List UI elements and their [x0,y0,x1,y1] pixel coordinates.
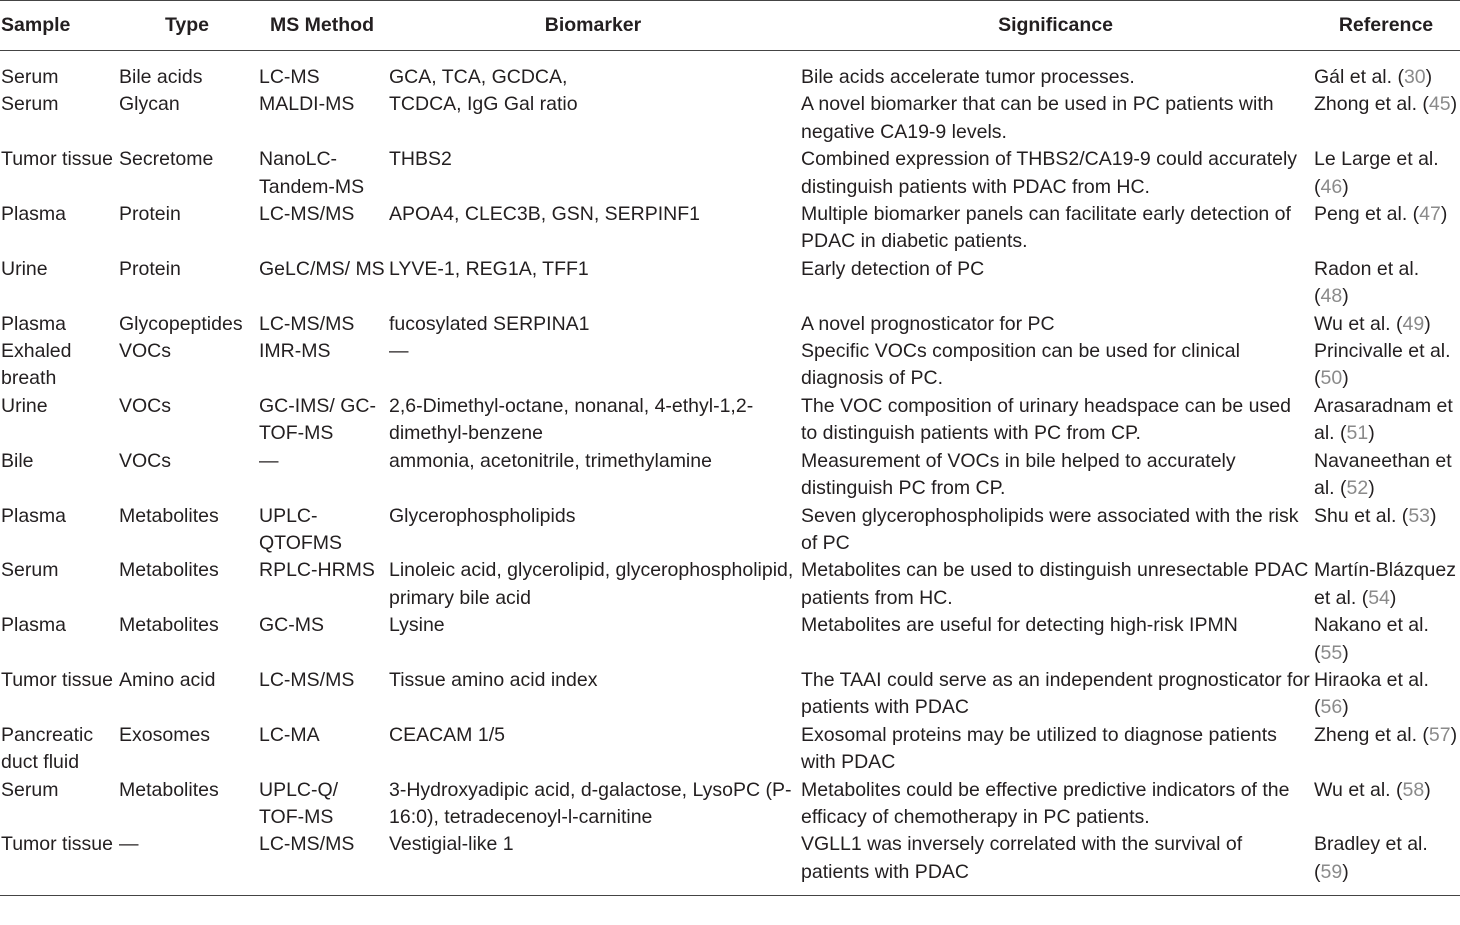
reference-close-paren: ) [1342,175,1349,198]
type-cell: Bile acids [119,66,203,88]
table-row [0,338,1460,393]
reference-number-link[interactable]: 57 [1428,723,1451,746]
reference-author: Hiraoka et al. ( [1314,668,1429,719]
column-header-biomarker: Biomarker [387,1,799,51]
reference-author: Le Large et al. ( [1314,148,1439,198]
type-cell: Metabolites [119,504,219,527]
ms-method-cell: UPLC-QTOFMS [259,504,343,554]
reference-close-paren: ) [1389,586,1397,609]
biomarker-cell: TCDCA, IgG Gal ratio [389,93,578,116]
reference-cell [1312,146,1460,201]
type-cell: Protein [119,257,181,280]
sample-cell: Tumor tissue [1,668,113,691]
biomarker-cell: 2,6-Dimethyl-octane, nonanal, 4-ethyl-1,2-dimethyl-benzene [389,394,754,445]
reference-number-link[interactable]: 51 [1346,422,1369,445]
table-row [0,667,1460,722]
reference-cell [1312,91,1460,146]
type-cell: Glycan [119,93,180,116]
significance-cell: The TAAI could serve as an independent prognosticator for patients with PDAC [801,668,1310,719]
reference-author: Zhong et al. ( [1314,93,1429,116]
table-row [0,612,1460,667]
reference-number-link[interactable]: 45 [1428,93,1451,116]
ms-method-cell: GC-IMS/ GC-TOF-MS [259,394,376,445]
sample-cell: Bile [1,449,34,472]
type-cell: Secretome [119,148,214,171]
ms-method-cell: GeLC/MS/ MS [259,257,385,280]
reference-author: Shu et al. ( [1314,504,1409,527]
biomarker-cell: APOA4, CLEC3B, GSN, SERPINF1 [389,203,701,226]
reference-close-paren: ) [1430,504,1437,527]
significance-cell: VGLL1 was inversely correlated with the survival of patients with PDAC [799,831,1312,895]
type-cell: VOCs [119,394,172,417]
reference-close-paren: ) [1368,422,1375,445]
significance-cell: A novel prognosticator for PC [801,312,1055,335]
table-row [0,777,1460,832]
sample-cell: Pancreatic duct fluid [1,723,94,774]
ms-method-cell: — [259,449,279,472]
reference-close-paren: ) [1440,203,1448,226]
header-row [0,1,1460,51]
ms-method-cell: LC-MA [259,723,320,746]
sample-cell: Exhaled breath [1,340,72,390]
table-row [0,256,1460,311]
ms-method-cell: LC-MS/MS [259,312,355,335]
column-header-type: Type [117,1,257,51]
reference-cell [1312,338,1460,393]
sample-cell: Plasma [1,504,67,527]
biomarker-cell: Linoleic acid, glycerolipid, glycerophospholipid, primary bile acid [389,559,794,609]
reference-number-link[interactable]: 53 [1408,504,1431,527]
significance-cell: Metabolites are useful for detecting high-risk IPMN [801,614,1238,637]
biomarker-cell: Glycerophospholipids [389,504,576,527]
table-body [0,51,1460,896]
ms-method-cell: LC-MS/MS [259,668,355,691]
sample-cell: Tumor tissue [0,831,117,895]
ms-method-cell: MALDI-MS [259,93,355,116]
reference-cell [1312,667,1460,722]
biomarker-cell: LYVE-1, REG1A, TFF1 [389,257,589,280]
reference-author: Bradley et al. ( [1314,833,1428,883]
biomarker-cell: — [389,340,409,363]
biomarker-cell: Vestigial-like 1 [387,831,799,895]
sample-cell: Urine [1,257,48,280]
biomarker-cell: Tissue amino acid index [389,668,598,691]
type-cell: Protein [119,203,181,226]
reference-close-paren: ) [1368,477,1375,500]
significance-cell: Measurement of VOCs in bile helped to accurately distinguish PC from CP. [801,449,1236,500]
reference-author: Wu et al. ( [1314,312,1403,335]
table-row [0,311,1460,338]
reference-close-paren: ) [1342,696,1349,719]
type-cell: Metabolites [119,614,219,637]
type-cell: Metabolites [119,778,219,801]
reference-number-link[interactable]: 59 [1320,860,1343,883]
column-header-sample: Sample [0,1,117,51]
ms-method-cell: LC-MS/MS [257,831,387,895]
reference-close-paren: ) [1342,860,1349,883]
reference-close-paren: ) [1450,93,1458,116]
sample-cell: Urine [1,394,48,417]
reference-number-link[interactable]: 47 [1419,203,1441,226]
table-row [0,51,1460,92]
ms-method-cell: GC-MS [259,614,324,637]
ms-method-cell: LC-MS [259,66,320,88]
reference-cell [1312,51,1460,92]
reference-number-link[interactable]: 52 [1346,477,1369,500]
sample-cell: Serum [1,778,59,801]
sample-cell: Serum [1,559,59,582]
reference-cell [1312,503,1460,558]
reference-cell [1312,201,1460,256]
reference-author: Martín-Blázquez et al. ( [1314,559,1456,609]
sample-cell: Plasma [1,614,67,637]
sample-cell: Plasma [1,203,67,226]
reference-author: Nakano et al. ( [1314,614,1429,664]
type-cell: Glycopeptides [119,312,243,335]
ms-method-cell: RPLC-HRMS [259,559,375,582]
column-header-reference: Reference [1312,1,1460,51]
significance-cell: A novel biomarker that can be used in PC patients with negative CA19-9 levels. [801,93,1274,143]
reference-number-link[interactable]: 48 [1320,285,1343,308]
ms-method-cell: IMR-MS [259,340,331,363]
significance-cell: Multiple biomarker panels can facilitate early detection of PDAC in diabetic patients. [801,203,1291,253]
ms-method-cell: NanoLC-Tandem-MS [259,148,365,198]
reference-author: Zheng et al. ( [1314,723,1429,746]
reference-close-paren: ) [1342,367,1349,390]
reference-number-link[interactable]: 54 [1368,586,1390,609]
table-row [0,146,1460,201]
significance-cell: Combined expression of THBS2/CA19-9 could accurately distinguish patients with PDAC from HC. [801,148,1298,198]
reference-number-link[interactable]: 50 [1320,367,1343,390]
biomarker-cell: ammonia, acetonitrile, trimethylamine [389,449,712,472]
reference-close-paren: ) [1424,312,1431,335]
table-row [0,448,1460,503]
reference-author: Radon et al. ( [1314,257,1420,308]
significance-cell: Metabolites can be used to distinguish unresectable PDAC patients from HC. [801,559,1309,609]
table-row [0,503,1460,558]
reference-cell [1312,448,1460,503]
biomarker-cell: 3-Hydroxyadipic acid, d-galactose, LysoPC (P-16:0), tetradecenoyl-l-carnitine [389,778,792,828]
type-cell: VOCs [119,449,172,472]
significance-cell: Specific VOCs composition can be used for clinical diagnosis of PC. [801,340,1240,390]
biomarker-cell: Lysine [389,614,445,637]
column-header-ms-method: MS Method [257,1,387,51]
significance-cell: Seven glycerophospholipids were associated with the risk of PC [801,504,1299,554]
reference-cell [1312,256,1460,311]
reference-author: Peng et al. ( [1314,203,1420,226]
reference-close-paren: ) [1450,723,1458,746]
table-row [0,201,1460,256]
reference-close-paren: ) [1342,285,1349,308]
reference-number-link[interactable]: 55 [1320,641,1343,664]
reference-author: Navaneethan et al. ( [1314,449,1452,500]
table-header [0,1,1460,51]
biomarker-cell: CEACAM 1/5 [389,723,505,746]
reference-close-paren: ) [1424,778,1431,801]
significance-cell: Metabolites could be effective predictive indicators of the efficacy of chemotherapy in PC patients. [801,778,1290,828]
reference-number-link[interactable]: 56 [1320,696,1343,719]
reference-cell [1312,557,1460,612]
sample-cell: Plasma [1,312,67,335]
table-row [0,393,1460,448]
biomarker-cell: fucosylated SERPINA1 [389,312,590,335]
significance-cell: Early detection of PC [801,257,985,280]
reference-number-link[interactable]: 46 [1320,175,1343,198]
type-cell: VOCs [119,340,172,363]
reference-cell [1312,612,1460,667]
type-cell: Metabolites [119,559,219,582]
reference-author: Wu et al. ( [1314,778,1403,801]
reference-author: Arasaradnam et al. ( [1314,394,1453,445]
ms-method-cell: UPLC-Q/ TOF-MS [259,778,339,828]
column-header-significance: Significance [799,1,1312,51]
biomarker-cell: GCA, TCA, GCDCA, [389,66,568,88]
table-row [0,557,1460,612]
reference-cell [1312,777,1460,832]
reference-cell [1312,722,1460,777]
reference-number-link[interactable]: 58 [1402,778,1425,801]
reference-cell [1312,311,1460,338]
sample-cell: Tumor tissue [1,148,113,171]
table-row [0,722,1460,777]
sample-cell: Serum [1,93,59,116]
table-row [0,91,1460,146]
type-cell: Amino acid [119,668,216,691]
sample-cell: Serum [1,66,59,88]
reference-close-paren: ) [1425,66,1433,88]
reference-author: Gál et al. ( [1314,66,1404,88]
reference-number-link[interactable]: 49 [1402,312,1425,335]
type-cell: — [117,831,257,895]
biomarker-cell: THBS2 [389,148,452,171]
reference-cell [1312,831,1460,895]
significance-cell: The VOC composition of urinary headspace can be used to distinguish patients with PC from CP. [801,394,1291,445]
reference-cell [1312,393,1460,448]
table-row [0,831,1460,895]
reference-author: Princivalle et al. ( [1314,340,1451,390]
type-cell: Exosomes [119,723,211,746]
reference-close-paren: ) [1342,641,1349,664]
significance-cell: Exosomal proteins may be utilized to diagnose patients with PDAC [801,723,1277,774]
ms-method-cell: LC-MS/MS [259,203,355,226]
significance-cell: Bile acids accelerate tumor processes. [801,66,1135,88]
reference-number-link[interactable]: 30 [1403,66,1426,88]
